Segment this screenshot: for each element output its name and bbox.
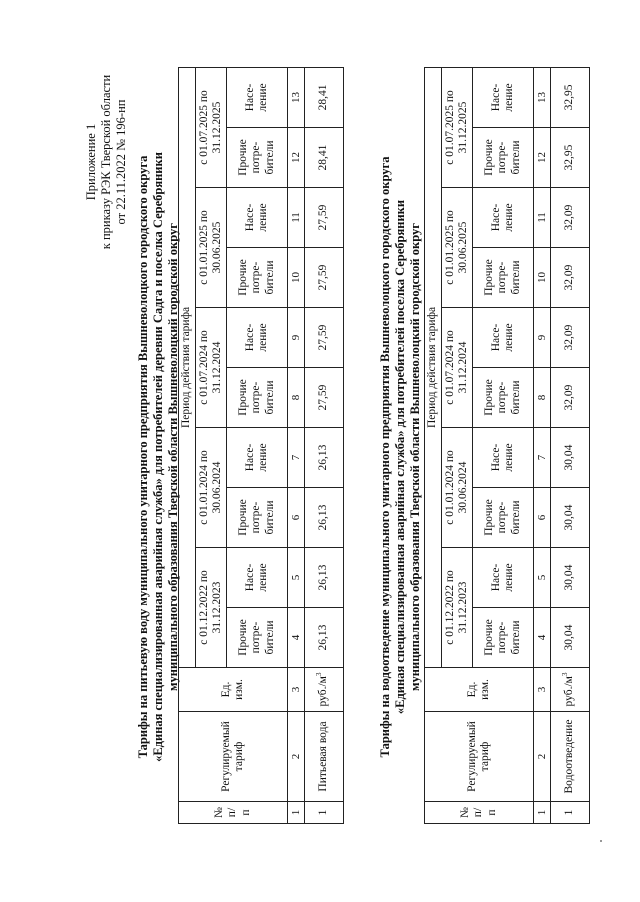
tariff-name: Питьевая вода [305, 712, 344, 802]
tariff-value: 32,09 [551, 188, 590, 248]
appendix-line: к приказу РЭК Тверской области [99, 74, 113, 250]
tariff-value: 30,04 [551, 548, 590, 608]
header-population: Насе- ление [473, 308, 534, 368]
unit-text: руб./м [563, 676, 576, 707]
header-other-consumers: Прочие потре- бители [227, 248, 288, 308]
scan-speck [600, 840, 602, 842]
title-line: «Единая специализированная аварийная служба» для потребителей поселка Серебряники [393, 199, 407, 715]
tariff-value: 26,13 [305, 488, 344, 548]
header-other-consumers: Прочие потре- бители [473, 368, 534, 428]
water-tariff-title [136, 72, 181, 842]
header-other-consumers: Прочие потре- бители [227, 488, 288, 548]
header-tariff: Регулируемый тариф [179, 712, 288, 802]
header-range: с 01.01.2025 по 30.06.2025 [442, 188, 473, 308]
unit-cell [551, 668, 590, 712]
header-other-consumers: Прочие потре- бители [473, 488, 534, 548]
column-number: 12 [534, 128, 551, 188]
header-population: Насе- ление [227, 188, 288, 248]
column-number: 7 [534, 428, 551, 488]
header-range: с 01.07.2025 по 31.12.2025 [442, 67, 473, 187]
header-other-consumers: Прочие потре- бители [227, 368, 288, 428]
header-other-consumers: Прочие потре- бители [227, 128, 288, 188]
header-population: Насе- ление [227, 308, 288, 368]
header-range: с 01.01.2025 по 30.06.2025 [196, 188, 227, 308]
tariff-value: 32,95 [551, 67, 590, 127]
header-population: Насе- ление [227, 428, 288, 488]
tariff-value: 26,13 [305, 428, 344, 488]
title-line: Тарифы на водоотведение муниципального унитарного предприятия Вышневолоцкого городского округа [378, 156, 392, 758]
tariff-value: 30,04 [551, 428, 590, 488]
column-number: 13 [288, 67, 305, 127]
column-number: 1 [288, 802, 305, 824]
title-line: Тарифы на питьевую воду муниципального унитарного предприятия Вышневолоцкого городского округа [136, 155, 150, 759]
header-range: с 01.01.2024 по 30.06.2024 [442, 428, 473, 548]
header-population: Насе- ление [473, 428, 534, 488]
header-range: с 01.07.2024 по 31.12.2024 [196, 308, 227, 428]
column-number: 9 [534, 308, 551, 368]
tariff-name: Водоотведение [551, 712, 590, 802]
column-number: 6 [288, 488, 305, 548]
row-number: 1 [305, 802, 344, 824]
unit-cell [305, 668, 344, 712]
header-range: с 01.07.2024 по 31.12.2024 [442, 308, 473, 428]
header-other-consumers: Прочие потре- бители [473, 608, 534, 668]
header-range: с 01.12.2022 по 31.12.2023 [442, 548, 473, 668]
appendix-note [84, 52, 129, 272]
column-number: 11 [534, 188, 551, 248]
column-number: 11 [288, 188, 305, 248]
column-number: 7 [288, 428, 305, 488]
tariff-value: 27,59 [305, 188, 344, 248]
column-number: 8 [534, 368, 551, 428]
tariff-value: 26,13 [305, 608, 344, 668]
header-range: с 01.07.2025 по 31.12.2025 [196, 67, 227, 187]
header-other-consumers: Прочие потре- бители [473, 128, 534, 188]
tariff-value: 32,09 [551, 248, 590, 308]
wastewater-tariff-table [424, 67, 590, 824]
header-population: Насе- ление [227, 548, 288, 608]
header-other-consumers: Прочие потре- бители [473, 248, 534, 308]
header-range: с 01.12.2022 по 31.12.2023 [196, 548, 227, 668]
tariff-value: 32,09 [551, 308, 590, 368]
column-number: 1 [534, 802, 551, 824]
tariff-value: 30,04 [551, 488, 590, 548]
column-number: 2 [288, 712, 305, 802]
column-number: 3 [534, 668, 551, 712]
column-number: 8 [288, 368, 305, 428]
column-number: 4 [288, 608, 305, 668]
header-range: с 01.01.2024 по 30.06.2024 [196, 428, 227, 548]
row-number: 1 [551, 802, 590, 824]
unit-superscript: 3 [315, 672, 324, 677]
tariff-value: 27,59 [305, 248, 344, 308]
header-unit: Ед. изм. [425, 668, 534, 712]
column-number: 10 [288, 248, 305, 308]
tariff-value: 26,13 [305, 548, 344, 608]
column-number: 5 [534, 548, 551, 608]
title-line: муниципального образования Тверской области Вышневолоцкий городской округ [408, 223, 422, 691]
column-number: 4 [534, 608, 551, 668]
column-number: 6 [534, 488, 551, 548]
appendix-line: Приложение 1 [84, 123, 98, 201]
unit-superscript: 3 [561, 672, 570, 677]
header-unit: Ед. изм. [179, 668, 288, 712]
column-number: 13 [534, 67, 551, 127]
tariff-value: 27,59 [305, 308, 344, 368]
appendix-line: от 22.11.2022 № 196-нп [114, 99, 128, 225]
header-period: Период действия тарифа [179, 67, 196, 667]
header-population: Насе- ление [473, 67, 534, 127]
water-tariff-table [178, 67, 344, 824]
header-population: Насе- ление [473, 548, 534, 608]
header-num: № п/ п [425, 802, 534, 824]
tariff-value: 28,41 [305, 128, 344, 188]
tariff-value: 28,41 [305, 67, 344, 127]
header-tariff: Регулируемый тариф [425, 712, 534, 802]
unit-text: руб./м [317, 676, 330, 707]
header-population: Насе- ление [227, 67, 288, 127]
table-row [305, 67, 344, 823]
table-row [551, 67, 590, 823]
title-line: «Единая специализированная аварийная служба» для потребителей деревни Садга и поселка Серебряники [151, 152, 165, 762]
column-number: 2 [534, 712, 551, 802]
tariff-value: 32,95 [551, 128, 590, 188]
tariff-value: 27,59 [305, 368, 344, 428]
header-num: № п/ п [179, 802, 288, 824]
title-line: муниципального образования Тверской области Вышневолоцкий городской округ [166, 223, 180, 691]
column-number: 9 [288, 308, 305, 368]
column-number: 3 [288, 668, 305, 712]
column-number: 5 [288, 548, 305, 608]
tariff-value: 30,04 [551, 608, 590, 668]
header-population: Насе- ление [473, 188, 534, 248]
column-number: 10 [534, 248, 551, 308]
wastewater-tariff-title [378, 72, 423, 842]
tariff-value: 32,09 [551, 368, 590, 428]
header-period: Период действия тарифа [425, 67, 442, 667]
header-other-consumers: Прочие потре- бители [227, 608, 288, 668]
column-number: 12 [288, 128, 305, 188]
